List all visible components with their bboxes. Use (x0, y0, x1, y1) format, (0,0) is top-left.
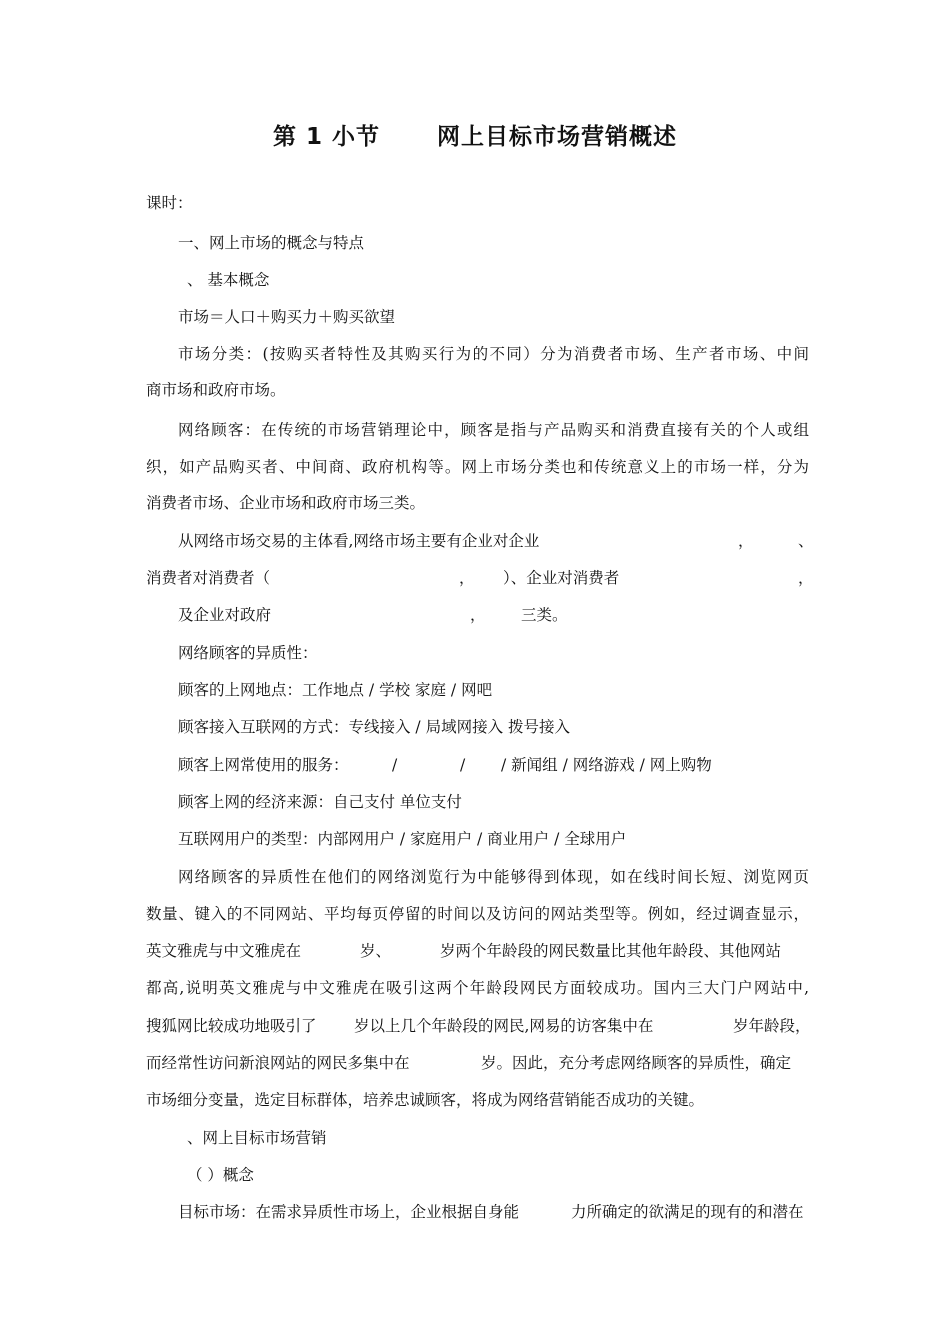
paragraph-network-customer-line-2: 织，如产品购买者、中间商、政府机构等。网上市场分类也和传统意义上的市场一样，分为 (146, 458, 809, 476)
list-item-user-types: 互联网用户的类型：内部网用户 / 家庭用户 / 商业用户 / 全球用户 (178, 830, 627, 848)
paragraph-heterogeneity-line-1: 网络顾客的异质性在他们的网络浏览行为中能够得到体现，如在线时间长短、浏览网页 (178, 868, 809, 886)
paragraph-heterogeneity-line-7: 市场细分变量，选定目标群体，培养忠诚顾客，将成为网络营销能否成功的关键。 (146, 1091, 705, 1109)
blank-separator: ， (738, 532, 754, 550)
heading-customer-heterogeneity: 网络顾客的异质性： (178, 644, 318, 662)
paragraph-market-subjects-line-1: 从网络市场交易的主体看,网络市场主要有企业对企业 (178, 532, 540, 550)
paragraph-target-market-b: 力所确定的欲满足的现有的和潜在 (571, 1203, 804, 1221)
list-item-economic-source: 顾客上网的经济来源：自己支付 单位支付 (178, 793, 462, 811)
paragraph-network-customer-line-3: 消费者市场、企业市场和政府市场三类。 (146, 494, 426, 512)
paragraph-heterogeneity-line-5c: 岁年龄段， (733, 1017, 811, 1035)
paragraph-market-subjects-line-3: 及企业对政府 (178, 606, 272, 624)
blank-age-suffix: 岁、 (360, 942, 392, 960)
subsection-heading-basic-concepts: 、 基本概念 (187, 271, 270, 289)
blank-separator: ， (470, 606, 486, 624)
paragraph-network-customer-line-1: 网络顾客：在传统的市场营销理论中，顾客是指与产品购买和消费直接有关的个人或组 (178, 421, 809, 439)
list-item-services: 顾客上网常使用的服务： (178, 756, 349, 774)
page-title: 第 1 小节 网上目标市场营销概述 (272, 124, 678, 150)
paragraph-market-subjects-line-2b: ）、企业对消费者 (503, 569, 620, 587)
paragraph-heterogeneity-line-4: 都高,说明英文雅虎与中文雅虎在吸引这两个年龄段网民方面较成功。国内三大门户网站中, (146, 979, 809, 997)
class-hours-label: 课时： (146, 194, 193, 212)
section-heading-1: 一、网上市场的概念与特点 (178, 234, 365, 252)
blank-separator: ， (459, 569, 475, 587)
paragraph-heterogeneity-line-2: 数量、键入的不同网站、平均每页停留的时间以及访问的网站类型等。例如，经过调查显示， (146, 905, 809, 923)
paragraph-market-classification-line-2: 商市场和政府市场。 (146, 381, 286, 399)
blank-separator: / (460, 756, 466, 774)
paragraph-target-market: 目标市场：在需求异质性市场上，企业根据自身能 (178, 1203, 520, 1221)
paragraph-market-formula: 市场＝人口＋购买力＋购买欲望 (178, 308, 396, 326)
subsection-heading-concept: （ ）概念 (187, 1166, 254, 1184)
blank-separator: / (392, 756, 398, 774)
paragraph-heterogeneity-line-5: 搜狐网比较成功地吸引了 (146, 1017, 317, 1035)
list-item-services-tail: / 新闻组 / 网络游戏 / 网上购物 (501, 756, 712, 774)
list-item-internet-location: 顾客的上网地点：工作地点 / 学校 家庭 / 网吧 (178, 681, 493, 699)
paragraph-heterogeneity-line-5b: 岁以上几个年龄段的网民,网易的访客集中在 (354, 1017, 654, 1035)
list-item-access-method: 顾客接入互联网的方式：专线接入 / 局域网接入 拨号接入 (178, 718, 571, 736)
paragraph-heterogeneity-line-3b: 岁两个年龄段的网民数量比其他年龄段、其他网站 (440, 942, 782, 960)
paragraph-heterogeneity-line-6b: 岁。因此，充分考虑网络顾客的异质性，确定 (481, 1054, 792, 1072)
paragraph-market-classification-line-1: 市场分类：(按购买者特性及其购买行为的不同）分为消费者市场、生产者市场、中间 (178, 345, 809, 363)
paragraph-market-subjects-line-3b: 三类。 (521, 606, 568, 624)
blank-separator: 、 (798, 532, 814, 550)
paragraph-market-subjects-line-2: 消费者对消费者（ (146, 569, 271, 587)
paragraph-heterogeneity-line-3: 英文雅虎与中文雅虎在 (146, 942, 302, 960)
section-heading-2: 、网上目标市场营销 (187, 1129, 327, 1147)
paragraph-heterogeneity-line-6: 而经常性访问新浪网站的网民多集中在 (146, 1054, 410, 1072)
blank-separator: ， (798, 569, 814, 587)
